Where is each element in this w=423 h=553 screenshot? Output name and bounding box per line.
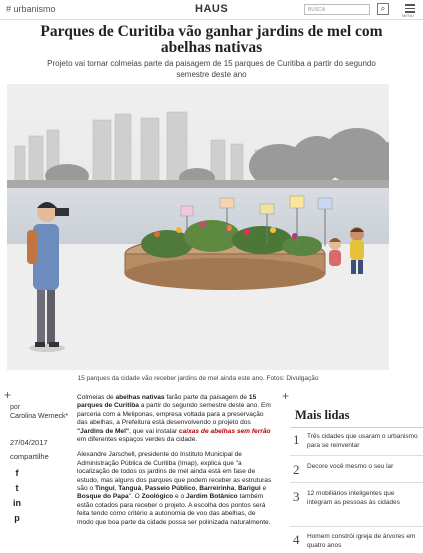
- most-read-number: 4: [293, 532, 300, 547]
- author-name[interactable]: Carolina Werneck*: [10, 413, 69, 420]
- divider: [290, 526, 423, 527]
- plus-icon: +: [282, 389, 290, 403]
- divider: [290, 427, 423, 428]
- image-caption: 15 parques da cidade vão receber jardins de mel ainda este ano. Fotos: Divulgação: [77, 375, 319, 382]
- article-body: [77, 394, 273, 534]
- facebook-icon[interactable]: f: [15, 468, 19, 478]
- linkedin-icon[interactable]: in: [13, 498, 21, 508]
- site-logo[interactable]: HAUS: [195, 3, 229, 15]
- section-tag[interactable]: # urbanismo: [6, 4, 56, 14]
- search-icon[interactable]: ⌕: [377, 3, 389, 15]
- article-subtitle: Projeto vai tornar colmeias parte da paisagem de 15 parques de Curitiba a partir do segundo semestre deste ano: [47, 59, 376, 79]
- publish-date: 27/04/2017: [10, 438, 48, 447]
- menu-label[interactable]: MENU: [402, 13, 414, 18]
- most-read-number: 1: [293, 432, 300, 447]
- plus-icon: +: [4, 388, 12, 402]
- pinterest-icon[interactable]: p: [14, 513, 20, 523]
- divider: [290, 455, 423, 456]
- most-read-number: 2: [293, 462, 300, 477]
- twitter-icon[interactable]: t: [15, 483, 19, 493]
- most-read-number: 3: [293, 489, 300, 504]
- top-bar: [0, 0, 423, 20]
- most-read-link[interactable]: 12 mobiliários inteligentes que integram as pessoas às cidades: [307, 490, 400, 506]
- share-label: compartilhe: [10, 452, 49, 461]
- author-prefix: por: [10, 404, 21, 411]
- hero-image: [7, 84, 389, 370]
- park-illustration: [7, 84, 389, 370]
- most-read-title: Mais lidas: [295, 408, 350, 422]
- most-read-link[interactable]: Decore você mesmo o seu lar: [307, 463, 394, 470]
- paragraph-2: Alexandre Jarschell, presidente do Instituto Municipal de Administração Pública de Curitiba (Imap), explica que "a localização de todos os jardins de mel ainda está em fase de estudo, mas alguns dos parques que podem receber as estruturas são o Tinguí, Tanguá, Passeio Público, Barreirinha, Barigui e Bosque do Papa". O Zoológico e o Jardim Botânico também estão cotados para receber o projeto. A escolha dos pontos será feita tendo como critério a autonomia de voo das abelhas, de modo que boa parte da cidade possa ser polinizada naturalmente.: [77, 451, 272, 526]
- paragraph-1: Colmeias de abelhas nativas farão parte da paisagem de 15 parques de Curitiba a partir do segundo semestre deste ano. Em parceria com a Meliponas, empresa voltada para a preservação das abelhas, a Prefeitura está desenvolvendo o projeto dos "Jardins de Mel", que vai instalar caixas de abelhas sem ferrão em diferentes espaços verdes da cidade.: [77, 394, 271, 444]
- search-input[interactable]: BUSCA: [304, 4, 370, 15]
- divider: [290, 482, 423, 483]
- most-read-link[interactable]: Homem constrói igreja de árvores em quatro anos: [307, 533, 416, 549]
- article-title: Parques de Curitiba vão ganhar jardins de mel com abelhas nativas: [40, 23, 383, 56]
- most-read-link[interactable]: Três cidades que usaram o urbanismo para se reinventar: [307, 433, 418, 449]
